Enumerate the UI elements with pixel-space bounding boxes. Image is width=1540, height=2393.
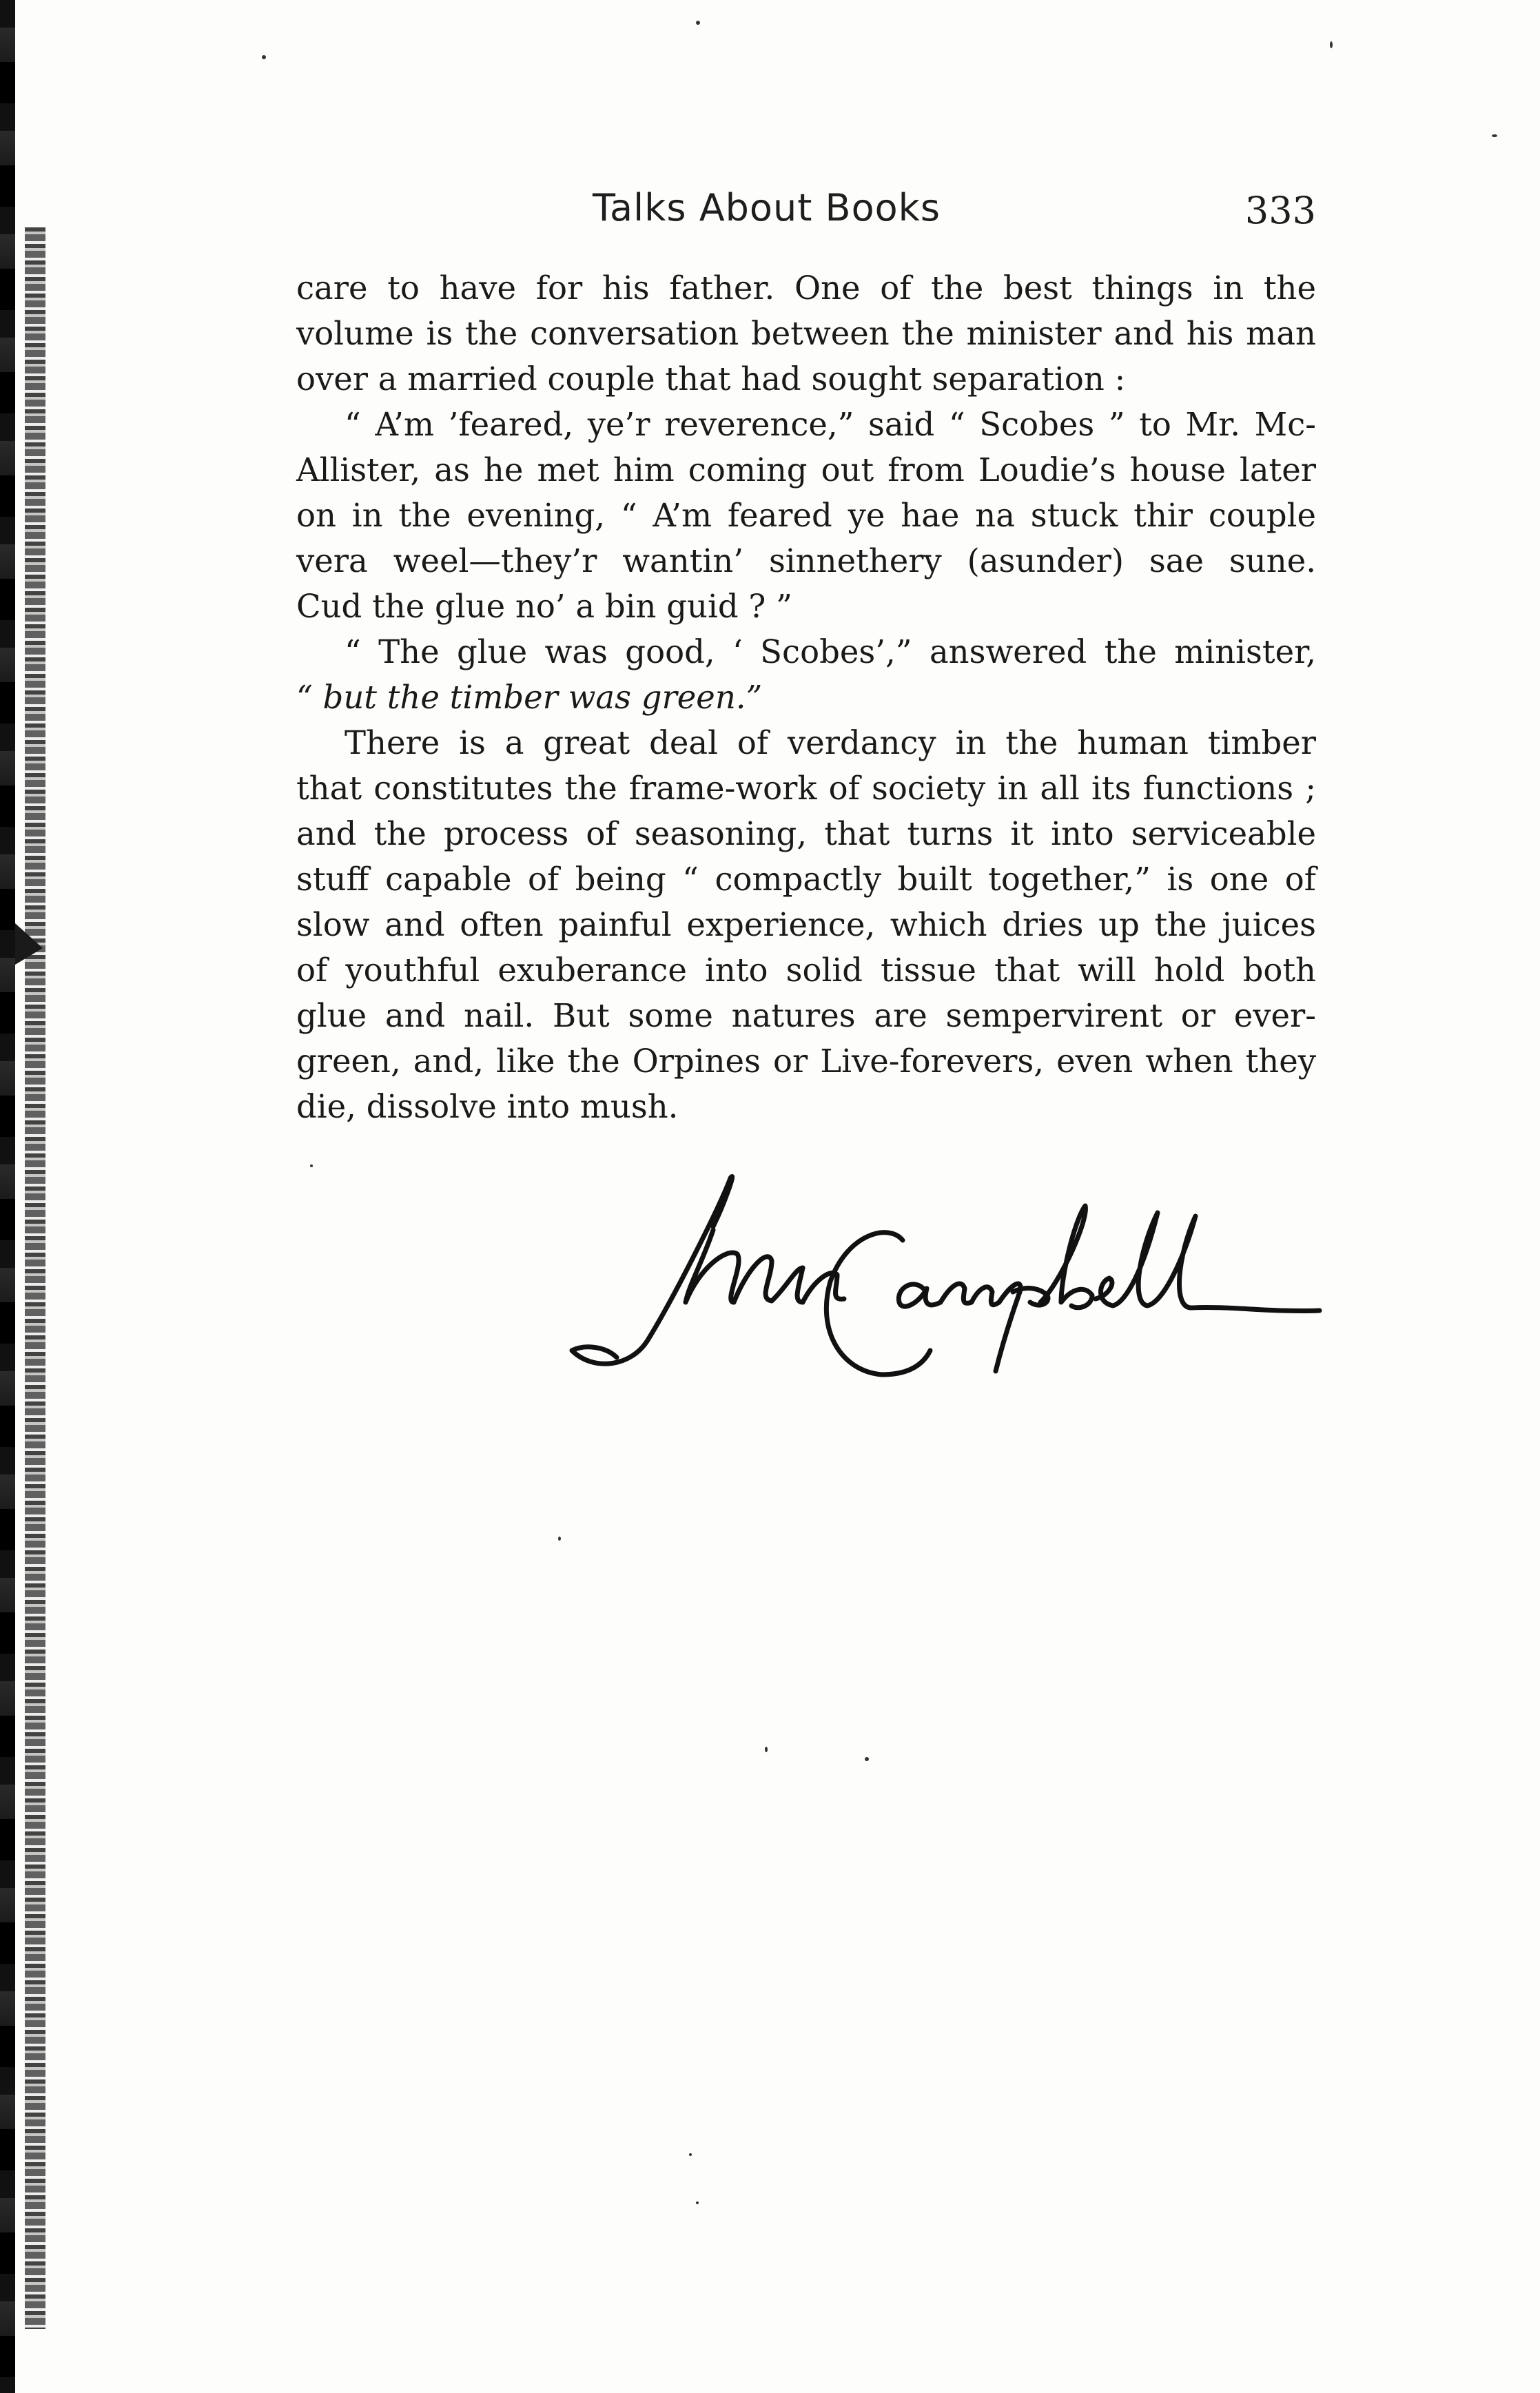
text-line: vera weel—they’r wantin’ sinnethery (asunder) sae sune.	[296, 542, 1316, 579]
text-line-italic: “ but the timber was green.”	[296, 679, 763, 716]
scan-speck	[310, 1164, 313, 1167]
running-head	[296, 186, 1316, 241]
scan-speck	[1492, 134, 1497, 137]
text-line: Allister, as he met him coming out from Loudie’s house later	[296, 451, 1316, 489]
text-line: of youthful exuberance into solid tissue that will hold both	[296, 952, 1316, 989]
text-line: There is a great deal of verdancy in the human timber	[345, 724, 1316, 761]
text-line: Cud the glue no’ a bin guid ? ”	[296, 588, 792, 625]
text-line: green, and, like the Orpines or Live-forevers, even when they	[296, 1043, 1316, 1080]
scan-speck	[689, 2153, 692, 2156]
scan-speck	[765, 1747, 768, 1752]
scan-speck	[262, 55, 266, 59]
text-line: “ The glue was good, ‘ Scobes’,” answered the minister,	[345, 633, 1316, 670]
text-line: die, dissolve into mush.	[296, 1088, 679, 1125]
text-line: that constitutes the frame-work of society in all its functions ;	[296, 770, 1316, 807]
text-line: on in the evening, “ A’m feared ye hae na stuck thir couple	[296, 497, 1316, 534]
running-title: Talks About Books	[593, 186, 941, 229]
scan-speck	[865, 1757, 869, 1761]
body-text	[296, 265, 1316, 1129]
text-line: slow and often painful experience, which dries up the juices	[296, 906, 1316, 943]
scan-speck	[558, 1537, 561, 1541]
text-line: over a married couple that had sought separation :	[296, 360, 1126, 398]
text-line: stuff capable of being “ compactly built together,” is one of	[296, 861, 1316, 898]
scan-speck	[1330, 41, 1333, 48]
text-line: volume is the conversation between the minister and his man	[296, 315, 1316, 352]
binding-edge	[0, 0, 15, 2393]
text-line: “ A’m ’feared, ye’r reverence,” said “ Scobes ” to Mr. Mc-	[345, 406, 1316, 443]
scan-speck	[696, 2201, 699, 2204]
scan-speck	[696, 21, 700, 25]
text-line: care to have for his father. One of the best things in the	[296, 269, 1316, 307]
signature	[565, 1164, 1323, 1385]
binding-edge-shadow	[25, 227, 45, 2329]
page-number: 333	[1244, 189, 1316, 232]
text-line: glue and nail. But some natures are sempervirent or ever-	[296, 997, 1316, 1034]
text-line: and the process of seasoning, that turns it into serviceable	[296, 815, 1316, 852]
